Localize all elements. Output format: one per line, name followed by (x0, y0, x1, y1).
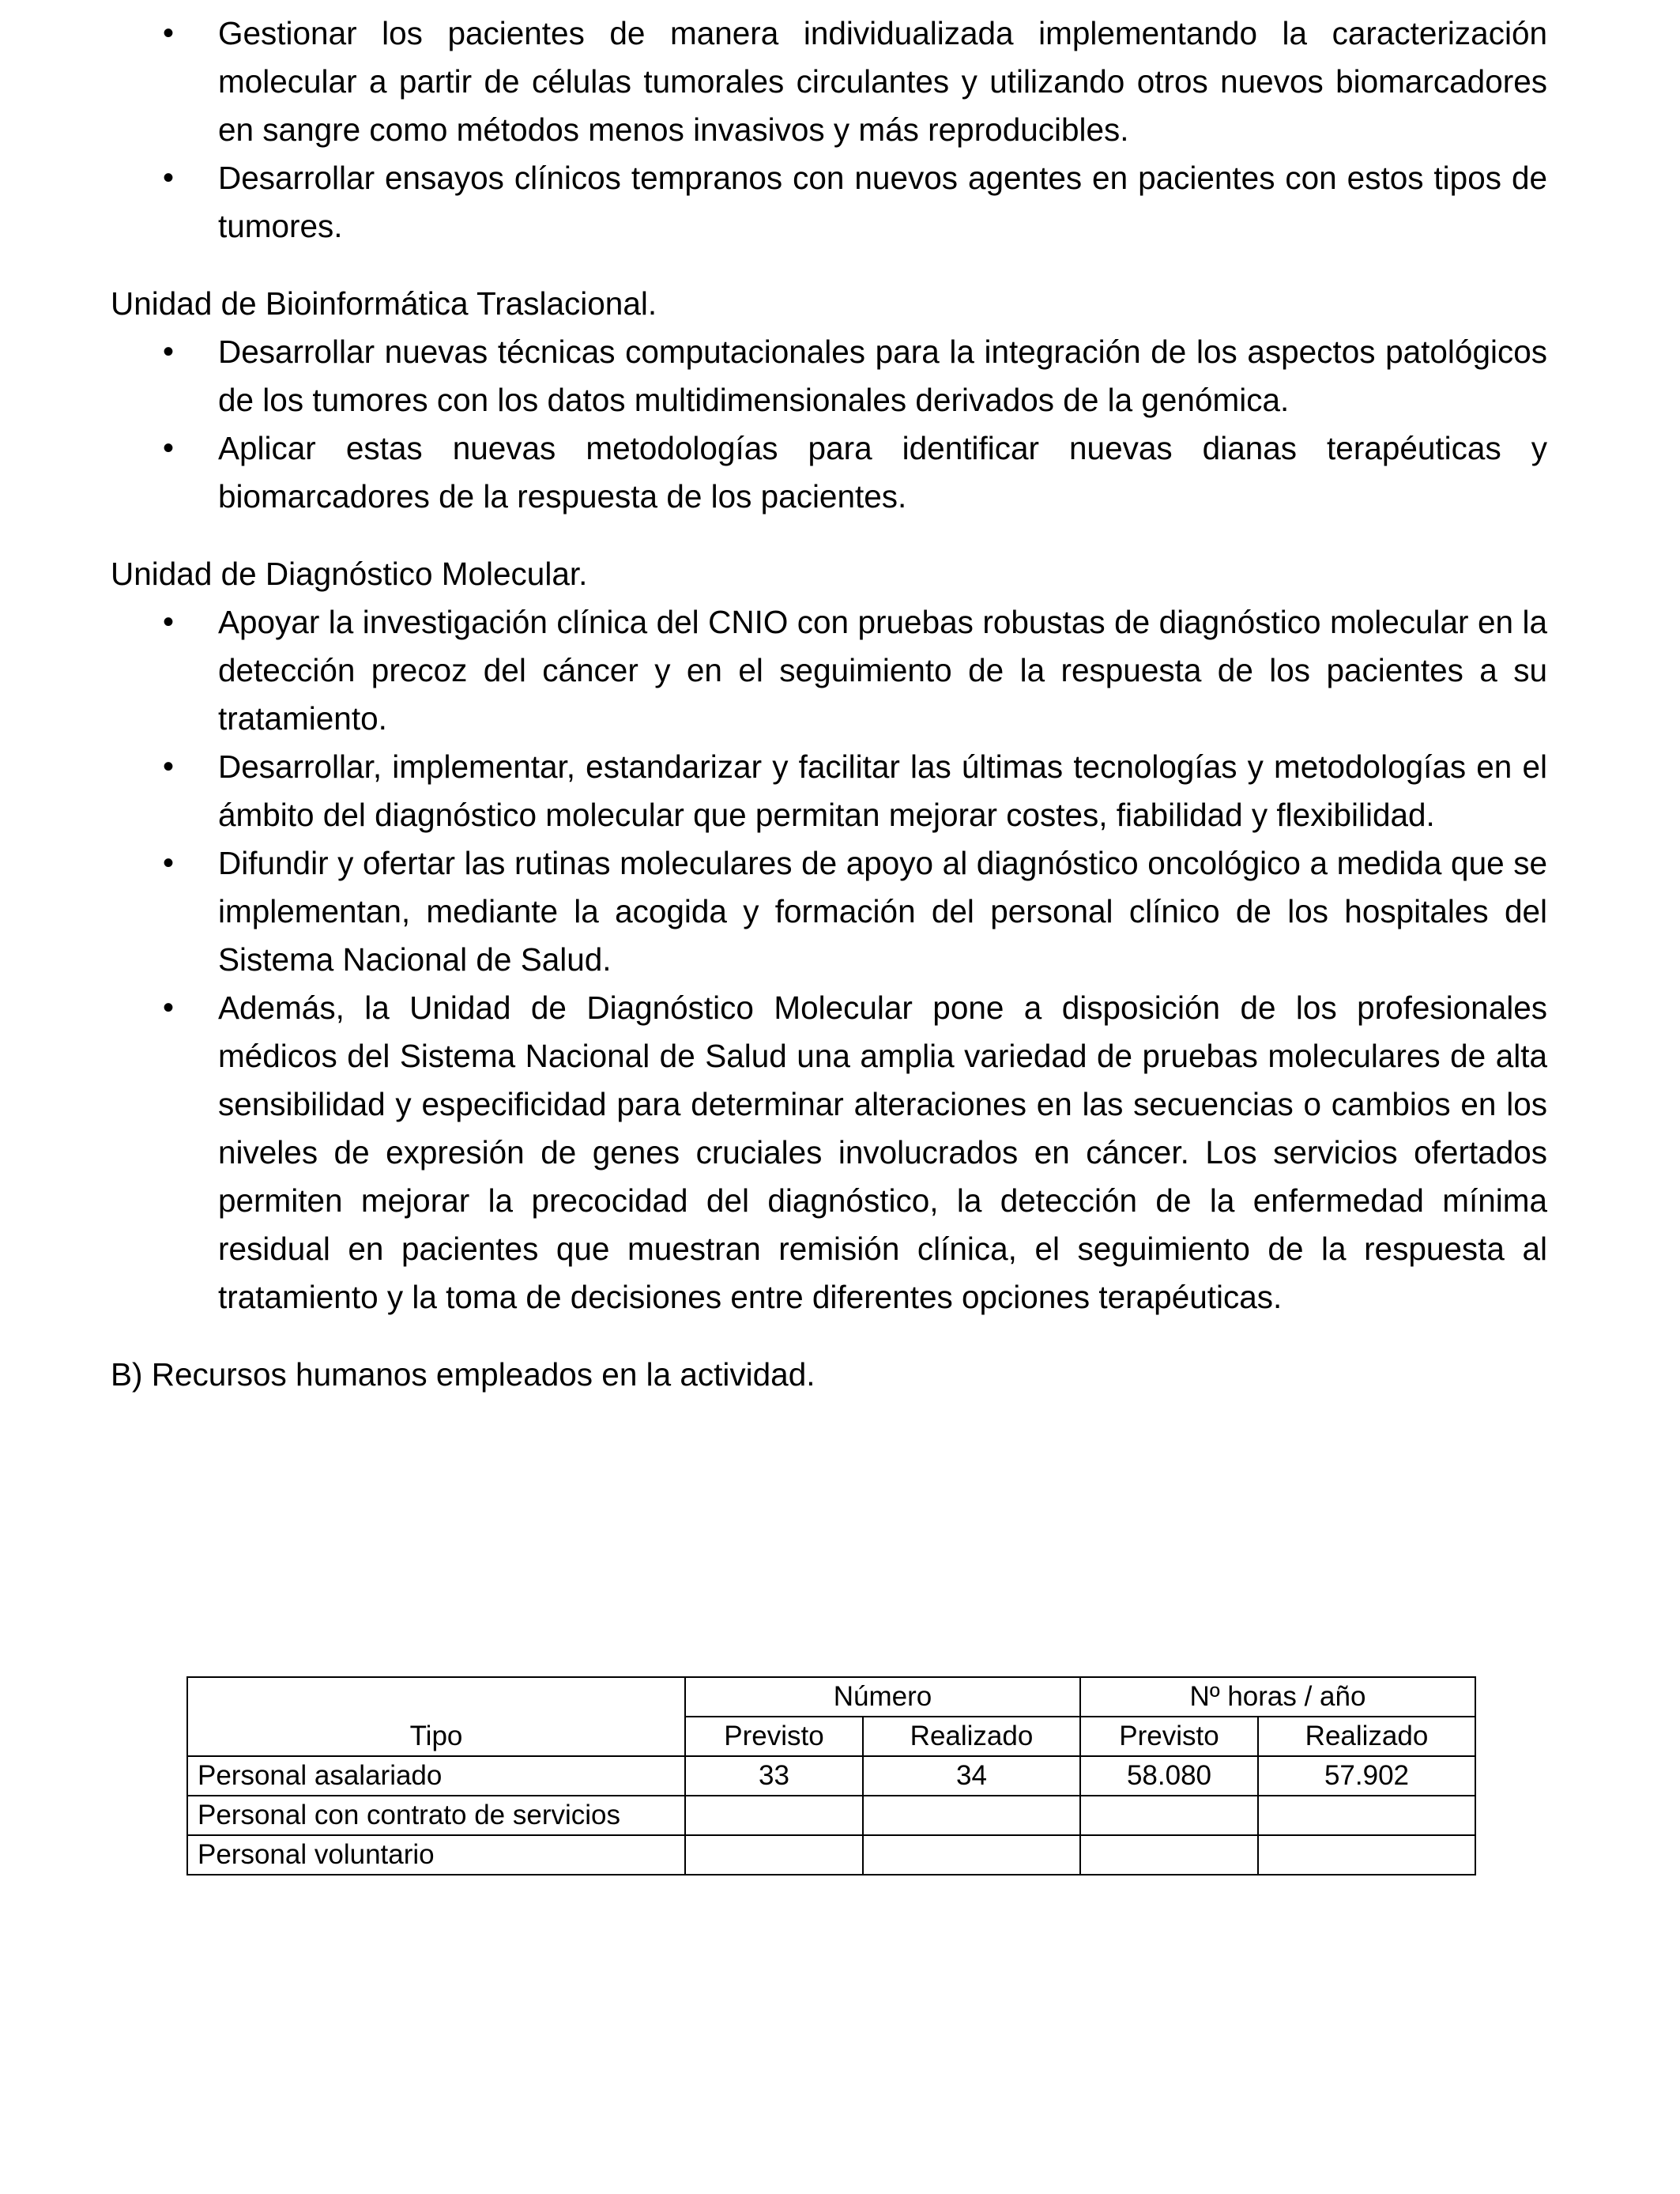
bullet-icon: • (163, 160, 175, 195)
table-cell-horas-realizado (1258, 1835, 1475, 1875)
bullet-icon: • (163, 334, 175, 369)
table-cell-tipo: Personal asalariado (187, 1756, 685, 1796)
bullet-text: Desarrollar, implementar, estandarizar y facilitar las últimas tecnologías y metodologías en el ámbito del diagnóstico molecular que permitan mejorar costes, fiabilidad y flexibilidad. (218, 748, 1547, 833)
bullet-text: Apoyar la investigación clínica del CNIO con pruebas robustas de diagnóstico molecular en la detección precoz del cáncer y en el seguimiento de la respuesta de los pacientes a su tratamiento. (218, 604, 1547, 737)
table-group-horas: Nº horas / año (1080, 1677, 1475, 1717)
section-heading-recursos: B) Recursos humanos empleados en la actividad. (111, 1356, 816, 1393)
diagnostico-bullet-list (111, 598, 1547, 1321)
bullet-text: Difundir y ofertar las rutinas moleculares de apoyo al diagnóstico oncológico a medida que se implementan, mediante la acogida y formación del personal clínico de los hospitales del Sistema Nacional de Salud. (218, 845, 1547, 978)
bullet-text: Desarrollar ensayos clínicos tempranos con nuevos agentes en pacientes con estos tipos de tumores. (218, 160, 1547, 244)
list-item (111, 743, 1547, 839)
bullet-icon: • (163, 16, 175, 51)
list-item (111, 9, 1547, 154)
table-cell-num-previsto (685, 1835, 863, 1875)
list-item (111, 598, 1547, 743)
intro-bullet-list (111, 9, 1547, 251)
table-header-empty (187, 1677, 685, 1717)
list-item (111, 839, 1547, 984)
bullet-text: Gestionar los pacientes de manera individualizada implementando la caracterización molecular a partir de células tumorales circulantes y utilizando otros nuevos biomarcadores en sangre como métodos menos invasivos y más reproducibles. (218, 15, 1547, 148)
list-item (111, 984, 1547, 1321)
table-row (187, 1835, 1475, 1875)
table-cell-horas-realizado: 57.902 (1258, 1756, 1475, 1796)
table-group-header-row (187, 1677, 1475, 1717)
recursos-humanos-table (186, 1676, 1476, 1875)
document-body (111, 9, 1547, 1399)
table-row (187, 1756, 1475, 1796)
bullet-text: Aplicar estas nuevas metodologías para identificar nuevas dianas terapéuticas y biomarcadores de la respuesta de los pacientes. (218, 430, 1547, 515)
section-heading-bioinformatica: Unidad de Bioinformática Traslacional. (111, 285, 657, 322)
bullet-icon: • (163, 846, 175, 880)
table-cell-num-realizado (863, 1796, 1080, 1835)
table-cell-horas-previsto: 58.080 (1080, 1756, 1258, 1796)
table-header-num-realizado: Realizado (863, 1717, 1080, 1756)
table-cell-num-previsto: 33 (685, 1756, 863, 1796)
bullet-text: Además, la Unidad de Diagnóstico Molecular pone a disposición de los profesionales médicos del Sistema Nacional de Salud una amplia variedad de pruebas moleculares de alta sensibilidad y especificidad para determinar alteraciones en las secuencias o cambios en los niveles de expresión de genes cruciales involucrados en cáncer. Los servicios ofertados permiten mejorar la precocidad del diagnóstico, la detección de la enfermedad mínima residual en pacientes que muestran remisión clínica, el seguimiento de la respuesta al tratamiento y la toma de decisiones entre diferentes opciones terapéuticas. (218, 990, 1547, 1315)
table-cell-tipo: Personal con contrato de servicios (187, 1796, 685, 1835)
table-cell-num-realizado: 34 (863, 1756, 1080, 1796)
table-header-horas-realizado: Realizado (1258, 1717, 1475, 1756)
list-item (111, 328, 1547, 424)
table-cell-num-previsto (685, 1796, 863, 1835)
bullet-icon: • (163, 605, 175, 639)
table-cell-horas-previsto (1080, 1796, 1258, 1835)
table-row (187, 1796, 1475, 1835)
table-header-horas-previsto: Previsto (1080, 1717, 1258, 1756)
table-cell-tipo: Personal voluntario (187, 1835, 685, 1875)
table-column-header-row (187, 1717, 1475, 1756)
table-header-num-previsto: Previsto (685, 1717, 863, 1756)
table-header-tipo: Tipo (187, 1717, 685, 1756)
bullet-icon: • (163, 749, 175, 784)
bullet-icon: • (163, 431, 175, 466)
table-group-numero: Número (685, 1677, 1080, 1717)
table-cell-horas-realizado (1258, 1796, 1475, 1835)
list-item (111, 424, 1547, 521)
table-cell-num-realizado (863, 1835, 1080, 1875)
table-cell-horas-previsto (1080, 1835, 1258, 1875)
list-item (111, 154, 1547, 251)
bioinformatica-bullet-list (111, 328, 1547, 521)
section-heading-diagnostico: Unidad de Diagnóstico Molecular. (111, 556, 588, 592)
bullet-icon: • (163, 990, 175, 1025)
bullet-text: Desarrollar nuevas técnicas computacionales para la integración de los aspectos patológicos de los tumores con los datos multidimensionales derivados de la genómica. (218, 334, 1547, 418)
